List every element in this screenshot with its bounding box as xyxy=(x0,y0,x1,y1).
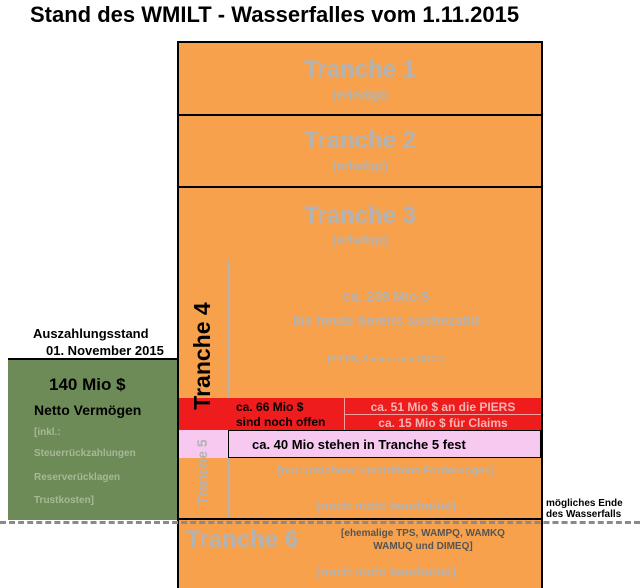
tranche-4-claims: ca. 15 Mio $ für Claims xyxy=(378,416,508,430)
payout-label-line1: Auszahlungsstand xyxy=(33,326,149,341)
tranche-4-open-line2: sind noch offen xyxy=(236,415,326,429)
page-title: Stand des WMILT - Wasserfalles vom 1.11.2015 xyxy=(30,2,520,27)
tranche-5-label: Tranche 5 xyxy=(194,439,210,505)
tranche-5-note: [nur unsichere/ umstrittene Forderungen] xyxy=(277,465,495,477)
tranche-3-status: (erledigt) xyxy=(332,232,388,247)
tranche-6-name: Tranche 6 xyxy=(186,526,299,553)
tranche-2-name: Tranche 2 xyxy=(303,127,417,154)
tranche-3-box xyxy=(177,186,543,260)
tranche-6-note-line1: [ehemalige TPS, WAMPQ, WAMKQ xyxy=(341,528,505,539)
net-assets-amount: 140 Mio $ xyxy=(49,375,126,394)
end-label-line2: des Wasserfalls xyxy=(546,509,622,520)
payout-label-line2: 01. November 2015 xyxy=(46,343,164,358)
tranche-2-box xyxy=(177,114,543,188)
net-assets-incl: [inkl.: xyxy=(34,427,61,438)
net-assets-item-3: Trustkosten] xyxy=(34,495,95,506)
tranche-1-name: Tranche 1 xyxy=(303,56,417,83)
tranche-1-status: (erledigt) xyxy=(332,87,388,102)
tranche-4-label: Tranche 4 xyxy=(189,302,215,410)
tranche-3-name: Tranche 3 xyxy=(303,202,417,229)
tranche-6-status: (noch nicht bearbeitet) xyxy=(315,564,457,579)
tranche-4-open-line1: ca. 66 Mio $ xyxy=(236,400,304,414)
tranche-5-status: (noch nicht bearbeitet) xyxy=(315,498,457,513)
tranche-4-paid-note: [PIERS, Seniors und GUCs] xyxy=(327,354,445,364)
tranche-4-paid-amount: ca. 238 Mio $ xyxy=(342,288,430,304)
tranche-4-open-split xyxy=(345,414,541,415)
net-assets-item-1: Steuerrückzahlungen xyxy=(34,448,136,459)
tranche-4-paid-text: bis heute bereits ausbezahlt xyxy=(292,312,480,328)
net-assets-item-2: Reserverücklagen xyxy=(34,472,121,483)
tranche-2-status: (erledigt) xyxy=(332,158,388,173)
tranche-5-6-border xyxy=(177,518,543,520)
tranche-4-divider xyxy=(228,260,230,398)
tranche-5-fixed: ca. 40 Mio stehen in Tranche 5 fest xyxy=(252,437,466,452)
end-label-line1: mögliches Ende xyxy=(546,498,623,509)
tranche-1-box xyxy=(177,41,543,116)
waterfall-end-line xyxy=(0,521,640,524)
tranche-6-note-line2: WAMUQ und DIMEQ] xyxy=(373,541,473,552)
net-assets-label: Netto Vermögen xyxy=(34,402,142,418)
tranche-4-piers: ca. 51 Mio $ an die PIERS xyxy=(370,400,516,414)
